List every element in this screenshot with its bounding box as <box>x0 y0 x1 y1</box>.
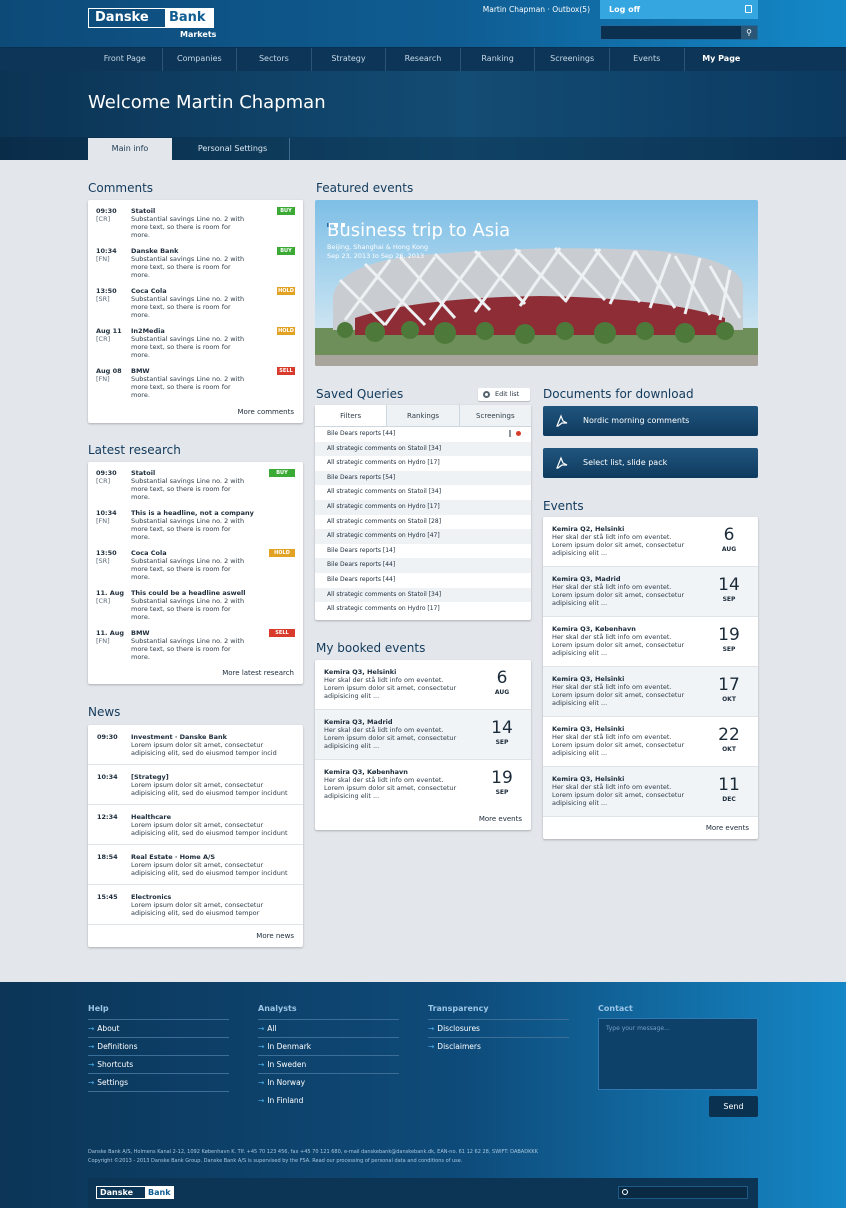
divider <box>88 1019 229 1020</box>
footer-analysts-title: Analysts <box>258 1004 297 1013</box>
list-item[interactable] <box>88 240 303 280</box>
event-headline: Kemira Q3, Madrid <box>552 575 621 583</box>
list-item[interactable] <box>88 805 303 845</box>
divider <box>258 1055 399 1056</box>
item-time: 09:30 <box>96 469 117 477</box>
divider <box>428 1019 569 1020</box>
event-row[interactable] <box>543 617 758 667</box>
arrow-right-icon: → <box>88 1024 95 1033</box>
item-headline: Coca Cola <box>131 549 167 557</box>
list-item[interactable] <box>88 725 303 765</box>
query-row[interactable] <box>315 500 531 515</box>
query-label: Bile Dears reports [44] <box>327 561 396 569</box>
more-booked-events-link[interactable]: More events <box>478 815 522 823</box>
booked-events-card <box>315 660 531 830</box>
footer-link-label: Shortcuts <box>97 1060 134 1069</box>
divider <box>258 1037 399 1038</box>
item-code: [FN] <box>96 255 110 263</box>
footer-link-sweden[interactable] <box>258 1060 306 1069</box>
item-time: Aug 11 <box>96 327 122 335</box>
events-title: Events <box>543 499 584 513</box>
status-badge: SELL <box>277 367 295 375</box>
main-nav <box>0 47 846 71</box>
edit-list-button[interactable] <box>478 388 530 401</box>
event-headline: Kemira Q3, Helsinki <box>324 668 397 676</box>
booked-events-title: My booked events <box>316 641 426 655</box>
status-badge: BUY <box>277 207 295 215</box>
logoff-button[interactable] <box>600 0 758 19</box>
event-day: 19 <box>491 768 513 788</box>
event-day: 14 <box>491 718 513 738</box>
item-code: [CR] <box>96 335 111 343</box>
event-row[interactable] <box>543 767 758 817</box>
featured-event-title: Business trip to Asia <box>327 220 511 241</box>
item-body: Substantial savings Line no. 2 with more text, so there is room for more. <box>131 295 245 319</box>
saved-queries-card <box>315 405 531 620</box>
item-body: Substantial savings Line no. 2 with more text, so there is room for more. <box>131 215 245 239</box>
arrow-right-icon: → <box>88 1060 95 1069</box>
event-headline: Kemira Q3, Helsinki <box>552 675 625 683</box>
list-item[interactable] <box>88 622 303 662</box>
item-body: Substantial savings Line no. 2 with more text, so there is room for more. <box>131 477 245 501</box>
edit-list-label: Edit list <box>495 390 520 398</box>
item-body: Substantial savings Line no. 2 with more text, so there is room for more. <box>131 255 245 279</box>
event-row[interactable] <box>315 710 531 760</box>
item-time: 12:34 <box>97 813 118 821</box>
legal-copyright: Copyright ©2013 - 2013 Danske Bank Group. Danske Bank A/S is supervised by the FSA. Read our processing of personal data and conditions of use. <box>88 1158 463 1164</box>
search-icon <box>622 1189 628 1195</box>
comments-title: Comments <box>88 181 154 195</box>
item-time: 09:30 <box>96 207 117 215</box>
item-headline: Statoil <box>131 207 156 215</box>
divider <box>258 1073 399 1074</box>
featured-title: Featured events <box>316 181 414 195</box>
list-item[interactable] <box>88 502 303 542</box>
item-headline: This could be a headline aswell <box>131 589 246 597</box>
item-code: [CR] <box>96 215 111 223</box>
divider <box>88 1091 229 1092</box>
logo-text-danske: Danske <box>89 9 166 27</box>
event-day: 6 <box>723 525 735 545</box>
query-label: All strategic comments on Statoil [34] <box>327 444 442 452</box>
nav-research[interactable]: Research <box>386 48 461 72</box>
footer-link-shortcuts[interactable] <box>88 1060 133 1069</box>
footer <box>0 982 846 1208</box>
footer-link-denmark[interactable] <box>258 1042 311 1051</box>
item-time: 15:45 <box>97 893 118 901</box>
more-news-link[interactable]: More news <box>256 932 294 940</box>
item-body: Lorem ipsum dolor sit amet, consectetur adipisicing elit, sed do eiusmod tempor incidunt <box>131 821 288 837</box>
query-row[interactable] <box>315 515 531 530</box>
divider <box>88 1055 229 1056</box>
item-code: [FN] <box>96 375 110 383</box>
item-time: 18:54 <box>97 853 118 861</box>
divider <box>88 1037 229 1038</box>
event-month: SEP <box>495 789 509 796</box>
document-label: Select list, slide pack <box>583 458 668 467</box>
footer-link-label: About <box>97 1024 120 1033</box>
event-month: SEP <box>722 596 736 603</box>
item-time: 11. Aug <box>96 589 125 597</box>
drag-handle-icon[interactable] <box>509 430 511 437</box>
documents-title: Documents for download <box>543 387 694 401</box>
query-label: All strategic comments on Hydro [17] <box>327 605 440 613</box>
contact-message-input[interactable] <box>598 1018 758 1090</box>
query-row[interactable] <box>315 602 531 617</box>
item-time: 13:50 <box>96 549 117 557</box>
event-row[interactable] <box>543 517 758 567</box>
event-month: SEP <box>722 646 736 653</box>
query-row[interactable] <box>315 485 531 500</box>
status-badge: HOLD <box>269 549 295 557</box>
item-code: [SR] <box>96 557 110 565</box>
item-headline: Healthcare <box>131 813 172 821</box>
footer-link-norway[interactable] <box>258 1078 305 1087</box>
footer-link-definitions[interactable] <box>88 1042 138 1051</box>
query-list <box>315 427 531 617</box>
event-day: 14 <box>718 575 740 595</box>
event-month: DEC <box>722 796 736 803</box>
footer-help-title: Help <box>88 1004 109 1013</box>
lock-icon <box>745 5 752 13</box>
event-headline: Kemira Q3, København <box>552 625 636 633</box>
query-row[interactable] <box>315 588 531 603</box>
query-row[interactable] <box>315 442 531 457</box>
news-card <box>88 725 303 947</box>
footer-link-label: Settings <box>97 1078 129 1087</box>
item-time: 09:30 <box>97 733 118 741</box>
document-download-button[interactable] <box>543 448 758 478</box>
footer-link-label: In Sweden <box>267 1060 307 1069</box>
contact-placeholder: Type your message... <box>606 1025 670 1032</box>
tab-rankings[interactable]: Rankings <box>387 405 459 426</box>
footer-contact-title: Contact <box>598 1004 633 1013</box>
event-month: AUG <box>494 689 510 696</box>
item-headline: Coca Cola <box>131 287 167 295</box>
query-row[interactable] <box>315 544 531 559</box>
item-headline: This is a headline, not a company <box>131 509 254 517</box>
footer-link-about[interactable] <box>88 1024 119 1033</box>
nav-my-page[interactable]: My Page <box>702 54 741 63</box>
send-button[interactable]: Send <box>709 1096 758 1117</box>
more-comments-link[interactable]: More comments <box>237 408 294 416</box>
saved-queries-tabs <box>315 405 531 427</box>
page-title: Welcome Martin Chapman <box>88 92 326 113</box>
featured-event-dates: Sep 23, 2013 to Sep 26, 2013 <box>327 252 425 260</box>
query-label: Bile Dears reports [44] <box>327 575 396 583</box>
footer-link-disclaimers[interactable] <box>428 1042 481 1051</box>
arrow-right-icon: → <box>258 1096 265 1105</box>
item-time: 10:34 <box>96 509 117 517</box>
tab-main-info[interactable]: Main info <box>88 138 172 160</box>
event-month: OKT <box>722 746 736 753</box>
query-label: All strategic comments on Statoil [28] <box>327 517 442 525</box>
status-badge: SELL <box>269 629 295 637</box>
item-code: [FN] <box>96 637 110 645</box>
item-headline: BMW <box>131 629 150 637</box>
more-events-link[interactable]: More events <box>705 824 749 832</box>
nav-events[interactable]: Events <box>610 48 685 72</box>
event-headline: Kemira Q2, Helsinki <box>552 525 625 533</box>
list-item[interactable] <box>88 462 303 502</box>
nav-ranking[interactable]: Ranking <box>461 48 536 72</box>
pdf-icon <box>555 414 569 428</box>
event-body: Her skal der stå lidt info om eventet. Lorem ipsum dolor sit amet, consectetur adipisicing elit ... <box>324 726 457 750</box>
logo-text-bank: Bank <box>146 1187 173 1198</box>
list-item[interactable] <box>88 845 303 885</box>
item-headline: Statoil <box>131 469 156 477</box>
footer-link-all[interactable] <box>258 1024 277 1033</box>
list-item[interactable] <box>88 542 303 582</box>
news-title: News <box>88 705 121 719</box>
nav-front-page[interactable]: Front Page <box>88 48 163 72</box>
event-row[interactable] <box>315 660 531 710</box>
arrow-right-icon: → <box>258 1024 265 1033</box>
footer-link-label: Definitions <box>97 1042 138 1051</box>
logo-text-danske: Danske <box>97 1187 146 1198</box>
status-badge: BUY <box>269 469 295 477</box>
event-body: Her skal der stå lidt info om eventet. Lorem ipsum dolor sit amet, consectetur adipisicing elit ... <box>552 783 685 807</box>
gear-icon <box>483 391 490 398</box>
query-row[interactable] <box>315 529 531 544</box>
comments-card <box>88 200 303 423</box>
divider <box>428 1037 569 1038</box>
search-icon[interactable]: ⚲ <box>741 26 757 39</box>
footer-link-disclosures[interactable] <box>428 1024 480 1033</box>
events-card <box>543 517 758 839</box>
event-headline: Kemira Q3, Helsinki <box>552 775 625 783</box>
item-body: Substantial savings Line no. 2 with more text, so there is room for more. <box>131 597 245 621</box>
event-headline: Kemira Q3, Madrid <box>324 718 393 726</box>
divider <box>88 1073 229 1074</box>
item-time: 10:34 <box>97 773 118 781</box>
event-body: Her skal der stå lidt info om eventet. Lorem ipsum dolor sit amet, consectetur adipisicing elit ... <box>324 776 457 800</box>
more-research-link[interactable]: More latest research <box>222 669 294 677</box>
tab-personal-settings[interactable]: Personal Settings <box>176 138 290 160</box>
event-row[interactable] <box>543 567 758 617</box>
item-headline: [Strategy] <box>131 773 169 781</box>
item-headline: Danske Bank <box>131 247 179 255</box>
query-label: All strategic comments on Hydro [47] <box>327 532 440 540</box>
item-headline: Investment · Danske Bank <box>131 733 227 741</box>
item-body: Lorem ipsum dolor sit amet, consectetur adipisicing elit, sed do eiusmod tempor incidunt <box>131 781 288 797</box>
query-row[interactable] <box>315 573 531 588</box>
query-label: All strategic comments on Hydro [17] <box>327 459 440 467</box>
saved-queries-title: Saved Queries <box>316 387 404 401</box>
list-item[interactable] <box>88 360 303 400</box>
list-item[interactable] <box>88 765 303 805</box>
query-label: Bile Dears reports [14] <box>327 546 396 554</box>
status-badge: BUY <box>277 247 295 255</box>
event-body: Her skal der stå lidt info om eventet. Lorem ipsum dolor sit amet, consectetur adipisicing elit ... <box>552 633 685 657</box>
event-day: 22 <box>718 725 740 745</box>
logoff-label: Log off <box>609 5 641 14</box>
arrow-right-icon: → <box>258 1042 265 1051</box>
header-search-input[interactable] <box>600 25 758 40</box>
item-body: Substantial savings Line no. 2 with more text, so there is room for more. <box>131 375 245 399</box>
event-day: 6 <box>496 668 508 688</box>
bottom-search-input[interactable] <box>618 1186 748 1199</box>
footer-link-label: In Norway <box>267 1078 306 1087</box>
event-body: Her skal der stå lidt info om eventet. Lorem ipsum dolor sit amet, consectetur adipisicing elit ... <box>324 676 457 700</box>
event-month: AUG <box>721 546 737 553</box>
item-time: Aug 08 <box>96 367 122 375</box>
item-body: Substantial savings Line no. 2 with more text, so there is room for more. <box>131 335 245 359</box>
list-item[interactable] <box>88 885 303 925</box>
nav-screenings[interactable]: Screenings <box>535 48 610 72</box>
logo-text-bank: Bank <box>166 9 213 27</box>
item-time: 10:34 <box>96 247 117 255</box>
footer-transparency-title: Transparency <box>428 1004 489 1013</box>
item-body: Lorem ipsum dolor sit amet, consectetur adipisicing elit, sed do eiusmod tempor <box>131 901 264 917</box>
footer-link-finland[interactable] <box>258 1096 303 1105</box>
document-label: Nordic morning comments <box>583 416 690 425</box>
legal-address: Danske Bank A/S, Holmens Kanal 2-12, 1092 København K. Tlf. +45 70 123 456, fax +45 70 121 680, e-mail danskebank@danskebank.dk, EAN-no. 61 12 62 28, SWIFT: DABADKKK <box>88 1149 538 1155</box>
pdf-icon <box>555 456 569 470</box>
event-body: Her skal der stå lidt info om eventet. Lorem ipsum dolor sit amet, consectetur adipisicing elit ... <box>552 683 685 707</box>
item-body: Lorem ipsum dolor sit amet, consectetur adipisicing elit, sed do eiusmod tempor incid <box>131 741 277 757</box>
featured-event-place: Beijing, Shanghai & Hong Kong <box>327 243 429 251</box>
footer-link-label: All <box>267 1024 277 1033</box>
event-month: OKT <box>722 696 736 703</box>
arrow-right-icon: → <box>258 1078 265 1087</box>
research-title: Latest research <box>88 443 181 457</box>
nav-companies[interactable]: Companies <box>163 48 238 72</box>
query-label: All strategic comments on Statoil [34] <box>327 488 442 496</box>
document-download-button[interactable] <box>543 406 758 436</box>
list-item[interactable] <box>88 582 303 622</box>
research-card <box>88 462 303 684</box>
footer-link-settings[interactable] <box>88 1078 128 1087</box>
item-body: Substantial savings Line no. 2 with more text, so there is room for more. <box>131 517 245 541</box>
item-headline: Real Estate · Home A/S <box>131 853 216 861</box>
status-badge: HOLD <box>278 328 294 334</box>
logo-subtitle: Markets <box>180 30 217 39</box>
arrow-right-icon: → <box>428 1042 435 1051</box>
event-body: Her skal der stå lidt info om eventet. Lorem ipsum dolor sit amet, consectetur adipisicing elit ... <box>552 733 685 757</box>
arrow-right-icon: → <box>428 1024 435 1033</box>
event-day: 17 <box>718 675 740 695</box>
query-label: All strategic comments on Hydro [17] <box>327 502 440 510</box>
tab-screenings[interactable]: Screenings <box>460 405 531 426</box>
event-headline: Kemira Q3, København <box>324 768 408 776</box>
event-month: SEP <box>495 739 509 746</box>
query-label: Bile Dears reports [54] <box>327 473 396 481</box>
bottom-logo[interactable] <box>96 1186 174 1199</box>
event-row[interactable] <box>315 760 531 810</box>
event-row[interactable] <box>543 667 758 717</box>
query-row[interactable] <box>315 471 531 486</box>
query-row[interactable] <box>315 427 531 442</box>
status-badge: HOLD <box>278 288 294 294</box>
list-item[interactable] <box>88 320 303 360</box>
user-info[interactable]: Martin Chapman · Outbox(5) <box>482 5 590 14</box>
item-headline: Electronics <box>131 893 172 901</box>
item-body: Substantial savings Line no. 2 with more text, so there is room for more. <box>131 557 245 581</box>
event-day: 19 <box>718 625 740 645</box>
footer-link-label: In Denmark <box>267 1042 312 1051</box>
footer-link-label: Disclosures <box>437 1024 480 1033</box>
item-time: 11. Aug <box>96 629 125 637</box>
event-day: 11 <box>718 775 740 795</box>
list-item[interactable] <box>88 280 303 320</box>
query-label: Bile Dears reports [44] <box>327 430 396 437</box>
list-item[interactable] <box>88 200 303 240</box>
item-code: [FN] <box>96 517 110 525</box>
item-code: [CR] <box>96 597 111 605</box>
item-headline: BMW <box>131 367 150 375</box>
arrow-right-icon: → <box>88 1078 95 1087</box>
featured-event-banner[interactable] <box>315 200 758 366</box>
event-body: Her skal der stå lidt info om eventet. Lorem ipsum dolor sit amet, consectetur adipisicing elit ... <box>552 533 685 557</box>
event-row[interactable] <box>543 717 758 767</box>
event-body: Her skal der stå lidt info om eventet. Lorem ipsum dolor sit amet, consectetur adipisicing elit ... <box>552 583 685 607</box>
event-headline: Kemira Q3, Helsinki <box>552 725 625 733</box>
divider <box>258 1019 399 1020</box>
item-body: Substantial savings Line no. 2 with more text, so there is room for more. <box>131 637 245 661</box>
footer-link-label: In Finland <box>267 1096 304 1105</box>
item-body: Lorem ipsum dolor sit amet, consectetur adipisicing elit, sed do eiusmod tempor incidunt <box>131 861 288 877</box>
item-headline: In2Media <box>131 327 165 335</box>
footer-link-label: Disclaimers <box>437 1042 481 1051</box>
arrow-right-icon: → <box>258 1060 265 1069</box>
danske-bank-logo[interactable] <box>88 8 214 28</box>
delete-icon[interactable] <box>516 431 521 436</box>
item-time: 13:50 <box>96 287 117 295</box>
query-row[interactable] <box>315 558 531 573</box>
tab-filters[interactable]: Filters <box>315 405 387 426</box>
query-label: All strategic comments on Statoil [34] <box>327 590 442 598</box>
arrow-right-icon: → <box>88 1042 95 1051</box>
item-code: [SR] <box>96 295 110 303</box>
item-code: [CR] <box>96 477 111 485</box>
nav-strategy[interactable]: Strategy <box>312 48 387 72</box>
nav-sectors[interactable]: Sectors <box>237 48 312 72</box>
query-row[interactable] <box>315 456 531 471</box>
